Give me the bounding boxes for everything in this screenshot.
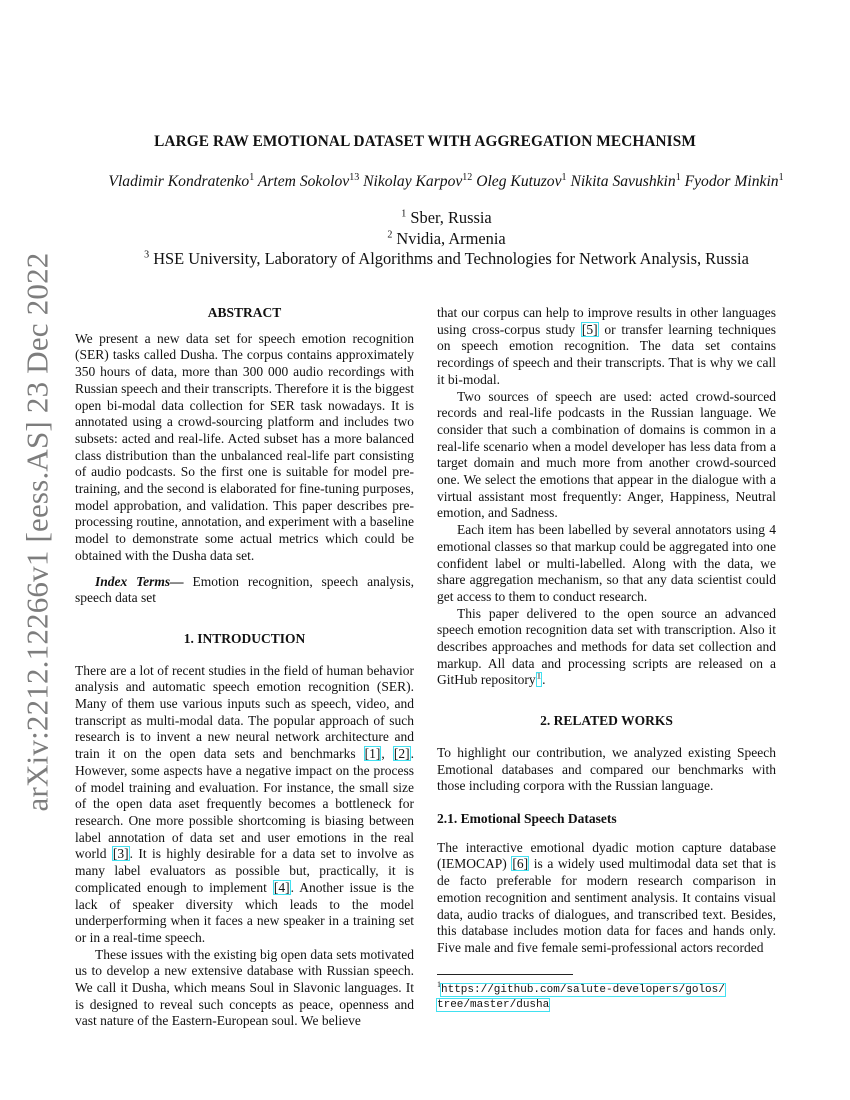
- related-text: The interactive emotional dyadic motion capture database (IEMOCAP): [437, 839, 776, 872]
- intro-text: . It is highly desirable for a data set to involve as many label evaluators as possible but, practically, it is complicated enough to implement: [75, 846, 415, 895]
- footnote: [437, 978, 782, 1012]
- abstract-text: We present a new data set for speech emotion recognition (SER) tasks called Dusha. The corpus contains approximately 350 hours of data, more than 300 000 audio recordings with Russian speech and their transcripts. Therefore it is the biggest open bi-modal data collection for SER task nowadays. It is annotated using a crowd-sourcing platform and includes two subsets: acted and real-life. Acted subset has a more balanced class distribution than the unbalanced real-life part consisting of audio podcasts. So the first one is suitable for model pre-training, and the second is elaborated for fine-tuning purposes, model approbation, and validation. This paper describes pre-processing routine, annotation, and experiment with a baseline model to demonstrate some actual metrics which could be obtained with the Dusha data set.: [75, 330, 414, 563]
- affiliation-text: Nvidia, Armenia: [396, 229, 506, 248]
- affiliation-number: 2: [387, 229, 393, 241]
- author-affiliation-mark: 1: [675, 172, 681, 183]
- intro-text: or transfer learning techniques on speech emotion recognition. The data set contains recordings of speech and their transcripts. That is why we call it bi-modal.: [437, 321, 776, 387]
- intro-text: . However, some aspects have a negative impact on the process of model training and evaluation. For instance, the small size of the open data aset frequently becomes a bottleneck for research. One more possible shortcoming is biasing between label annotation of data set and user emotions in the real world: [75, 746, 415, 862]
- intro-text: There are a lot of recent studies in the field of human behavior analysis and automatic speech emotion recognition (SER). Many of them use various inputs such as speech, video, and transcript as multi-modal data. The popular approach of such research is to invent a new neural network architecture and train it on the open data sets and benchmarks: [75, 662, 414, 762]
- affiliation-text: HSE University, Laboratory of Algorithms and Technologies for Network Analysis, Russia: [153, 249, 749, 268]
- related-text: is a widely used multimodal data set that is de facto preferable for modern research comparison in emotion recognition and sentiment analysis. It contains visual data, audio tracks of dialogues, and transcribed text. Besides, this database includes motion data for faces and hands only. Five male and five female semi-professional actors recorded: [437, 856, 776, 955]
- affiliation-line: [0, 249, 850, 269]
- related-paragraph-1: To highlight our contribution, we analyzed existing Speech Emotional databases and compared our benchmarks with those including corpora with the Russian language.: [437, 744, 776, 794]
- arxiv-id-text: arXiv:2212.12266v1 [eess.AS] 23 Dec 2022: [20, 252, 55, 812]
- author-name: Oleg Kutuzov: [476, 173, 562, 191]
- related-paragraph-2: [437, 840, 776, 957]
- intro-text: This paper delivered to the open source an advanced speech emotion recognition data set with transcription. Also it describes approaches and methods for data set collection and markup. All data and processing scripts are released on a GitHub repository: [437, 605, 776, 688]
- author-name: Vladimir Kondratenko: [108, 173, 250, 191]
- author-affiliation-mark: 1: [249, 172, 255, 183]
- footnote-number: 1: [437, 980, 441, 989]
- index-terms: [75, 574, 414, 607]
- intro-paragraph-5: [437, 606, 776, 690]
- intro-text: .: [542, 672, 546, 688]
- subsection-heading: 2.1. Emotional Speech Datasets: [437, 810, 617, 826]
- introduction-heading: 1. INTRODUCTION: [183, 630, 306, 646]
- intro-paragraph-4: Each item has been labelled by several annotators using 4 emotional classes so that markup could be aggregated into one confident label or multi-labelled. Along with the data, we share aggregation mechanism, so that any data scientist could get access to them to conduct research.: [437, 522, 776, 604]
- footnote-rule: [437, 974, 573, 975]
- left-column: [75, 305, 414, 1030]
- index-terms-label: Index Terms—: [95, 573, 184, 589]
- intro-paragraph-2-continued: [437, 305, 776, 389]
- author-affiliation-mark: 1: [778, 172, 784, 183]
- affiliation-number: 3: [144, 249, 150, 261]
- abstract-heading: ABSTRACT: [207, 305, 282, 320]
- related-works-heading: 2. RELATED WORKS: [540, 713, 673, 729]
- citation-link[interactable]: [6]: [512, 856, 529, 872]
- author-name: Artem Sokolov: [257, 173, 350, 191]
- arxiv-identifier-stamp: [8, 252, 68, 812]
- author-name: Nikolay Karpov: [363, 173, 463, 191]
- footnote-url-link[interactable]: https://github.com/salute-developers/golos/: [441, 983, 725, 996]
- right-column: [437, 305, 776, 957]
- intro-paragraph-2: These issues with the existing big open data sets motivated us to develop a new extensive database with Russian speech. We call it Dusha, which means Soul in Slavonic languages. It is designed to reveal such concepts as peace, openness and vast nature of the Eastern-European soul. We believe: [75, 946, 414, 1029]
- affiliation-line: [0, 229, 850, 249]
- intro-text: that our corpus can help to improve results in other languages using cross-corpus study: [437, 305, 776, 337]
- affiliation-number: 1: [401, 208, 407, 220]
- author-affiliation-mark: 12: [462, 172, 473, 183]
- intro-text: ,: [381, 746, 393, 762]
- intro-text: . Another issue is the lack of speaker diversity which leads to the model underperforming when it faces a new speaker in a training set or in a real-time speech.: [75, 879, 414, 945]
- citation-link[interactable]: [2]: [393, 746, 410, 762]
- citation-link[interactable]: [5]: [581, 321, 598, 337]
- index-terms-text: Emotion recognition, speech analysis, speech data set: [75, 573, 415, 606]
- citation-link[interactable]: [3]: [112, 846, 129, 862]
- affiliation-text: Sber, Russia: [410, 208, 492, 227]
- intro-paragraph-3: Two sources of speech are used: acted crowd-sourced records and real-life podcasts in the Russian language. We consider that such a combination of domains is common in a real-life scenario when a model developer has less data from a target domain and much more from another crowd-sourced one. We select the emotions that appear in the dialogue with a virtual assistant most frequently: Anger, Happiness, Neutral emotion, and Sadness.: [437, 388, 776, 521]
- intro-paragraph-1: [75, 663, 414, 947]
- affiliation-line: [0, 208, 850, 228]
- citation-link[interactable]: [1]: [364, 746, 381, 762]
- author-name: Nikita Savushkin: [570, 173, 676, 191]
- author-name: Fyodor Minkin: [684, 173, 779, 191]
- footnote-url-link-continued[interactable]: tree/master/dusha: [437, 998, 550, 1011]
- author-affiliation-mark: 13: [349, 172, 360, 183]
- author-affiliation-mark: 1: [561, 172, 567, 183]
- paper-title: LARGE RAW EMOTIONAL DATASET WITH AGGREGATION MECHANISM: [154, 133, 696, 150]
- footnote-mark: 1: [536, 670, 542, 681]
- author-list: [0, 172, 850, 191]
- citation-link[interactable]: [4]: [273, 879, 290, 895]
